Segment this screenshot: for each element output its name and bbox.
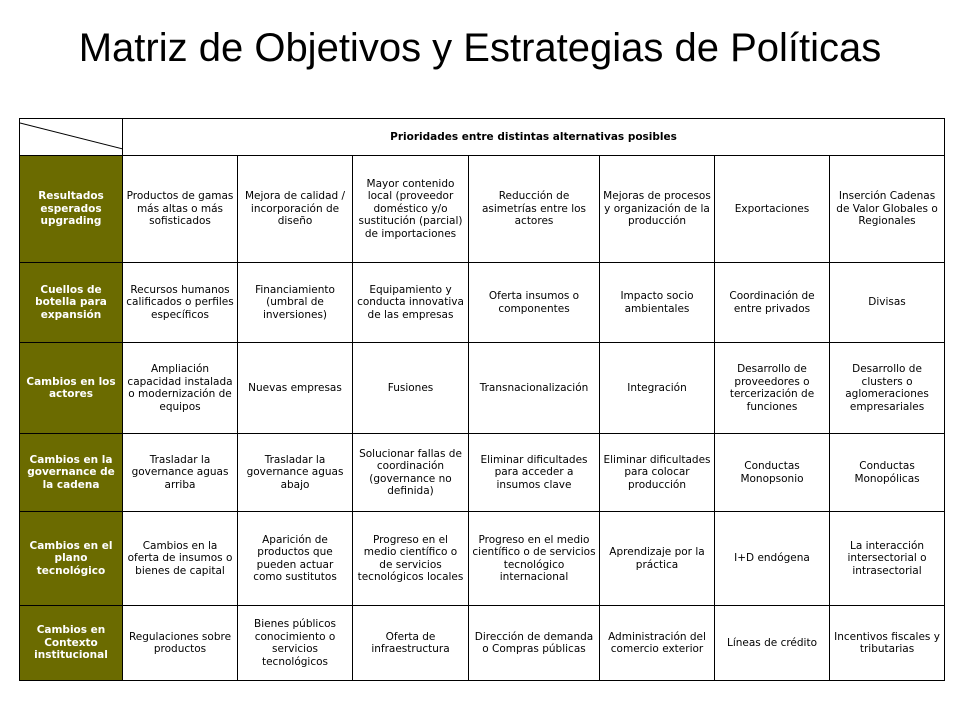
row-label-institucional: Cambios en Contexto institucional xyxy=(20,606,123,681)
header-row xyxy=(20,119,945,156)
matrix-cell: Financiamiento (umbral de inversiones) xyxy=(238,263,353,343)
corner-cell xyxy=(20,119,123,156)
matrix-cell: Eliminar dificultades para colocar producción xyxy=(600,434,715,512)
matrix-cell: Mayor contenido local (proveedor doméstico y/o sustitución (parcial) de importaciones xyxy=(353,156,469,263)
table-row xyxy=(20,606,945,681)
matrix-cell: Fusiones xyxy=(353,343,469,434)
matrix-cell: Inserción Cadenas de Valor Globales o Regionales xyxy=(830,156,945,263)
row-label-resultados: Resultados esperados upgrading xyxy=(20,156,123,263)
matrix-cell: Dirección de demanda o Compras públicas xyxy=(469,606,600,681)
matrix-cell: Aparición de productos que pueden actuar como sustitutos xyxy=(238,512,353,606)
matrix-cell: Mejoras de procesos y organización de la producción xyxy=(600,156,715,263)
matrix-cell: Impacto socio ambientales xyxy=(600,263,715,343)
matrix-cell: Desarrollo de proveedores o tercerización de funciones xyxy=(715,343,830,434)
matrix-cell: Exportaciones xyxy=(715,156,830,263)
matrix-cell: Equipamiento y conducta innovativa de las empresas xyxy=(353,263,469,343)
matrix-cell: I+D endógena xyxy=(715,512,830,606)
policy-matrix-table xyxy=(19,118,945,681)
diagonal-line xyxy=(20,119,123,155)
row-label-cuellos: Cuellos de botella para expansión xyxy=(20,263,123,343)
matrix-cell: Progreso en el medio científico o de servicios tecnológico internacional xyxy=(469,512,600,606)
row-label-tecnologico: Cambios en el plano tecnológico xyxy=(20,512,123,606)
matrix-cell: Oferta de infraestructura xyxy=(353,606,469,681)
matrix-cell: Mejora de calidad / incorporación de diseño xyxy=(238,156,353,263)
matrix-cell: Desarrollo de clusters o aglomeraciones empresariales xyxy=(830,343,945,434)
matrix-cell: Reducción de asimetrías entre los actores xyxy=(469,156,600,263)
matrix-cell: Bienes públicos conocimiento o servicios tecnológicos xyxy=(238,606,353,681)
matrix-cell: Divisas xyxy=(830,263,945,343)
matrix-cell: Trasladar la governance aguas arriba xyxy=(123,434,238,512)
matrix-cell: Conductas Monopsonio xyxy=(715,434,830,512)
matrix-cell: Aprendizaje por la práctica xyxy=(600,512,715,606)
matrix-cell: Transnacionalización xyxy=(469,343,600,434)
matrix-cell: Ampliación capacidad instalada o modernización de equipos xyxy=(123,343,238,434)
matrix-cell: Nuevas empresas xyxy=(238,343,353,434)
row-label-governance: Cambios en la governance de la cadena xyxy=(20,434,123,512)
matrix-cell: Administración del comercio exterior xyxy=(600,606,715,681)
matrix-cell: Progreso en el medio científico o de servicios tecnológicos locales xyxy=(353,512,469,606)
table-row xyxy=(20,512,945,606)
table-row xyxy=(20,434,945,512)
matrix-cell: Coordinación de entre privados xyxy=(715,263,830,343)
table-row xyxy=(20,343,945,434)
matrix-cell: Productos de gamas más altas o más sofisticados xyxy=(123,156,238,263)
matrix-cell: Integración xyxy=(600,343,715,434)
matrix-cell: Solucionar fallas de coordinación (governance no definida) xyxy=(353,434,469,512)
table-row xyxy=(20,263,945,343)
matrix-cell: Incentivos fiscales y tributarias xyxy=(830,606,945,681)
matrix-cell: Trasladar la governance aguas abajo xyxy=(238,434,353,512)
matrix-cell: Recursos humanos calificados o perfiles específicos xyxy=(123,263,238,343)
matrix-cell: Regulaciones sobre productos xyxy=(123,606,238,681)
table-row xyxy=(20,156,945,263)
page-title: Matriz de Objetivos y Estrategias de Políticas xyxy=(78,26,882,70)
matrix-cell: Oferta insumos o componentes xyxy=(469,263,600,343)
matrix-cell: Cambios en la oferta de insumos o bienes de capital xyxy=(123,512,238,606)
matrix-cell: Conductas Monopólicas xyxy=(830,434,945,512)
matrix-cell: Eliminar dificultades para acceder a insumos clave xyxy=(469,434,600,512)
matrix-header: Prioridades entre distintas alternativas posibles xyxy=(123,119,945,156)
matrix-cell: Líneas de crédito xyxy=(715,606,830,681)
row-label-actores: Cambios en los actores xyxy=(20,343,123,434)
matrix-cell: La interacción intersectorial o intrasectorial xyxy=(830,512,945,606)
